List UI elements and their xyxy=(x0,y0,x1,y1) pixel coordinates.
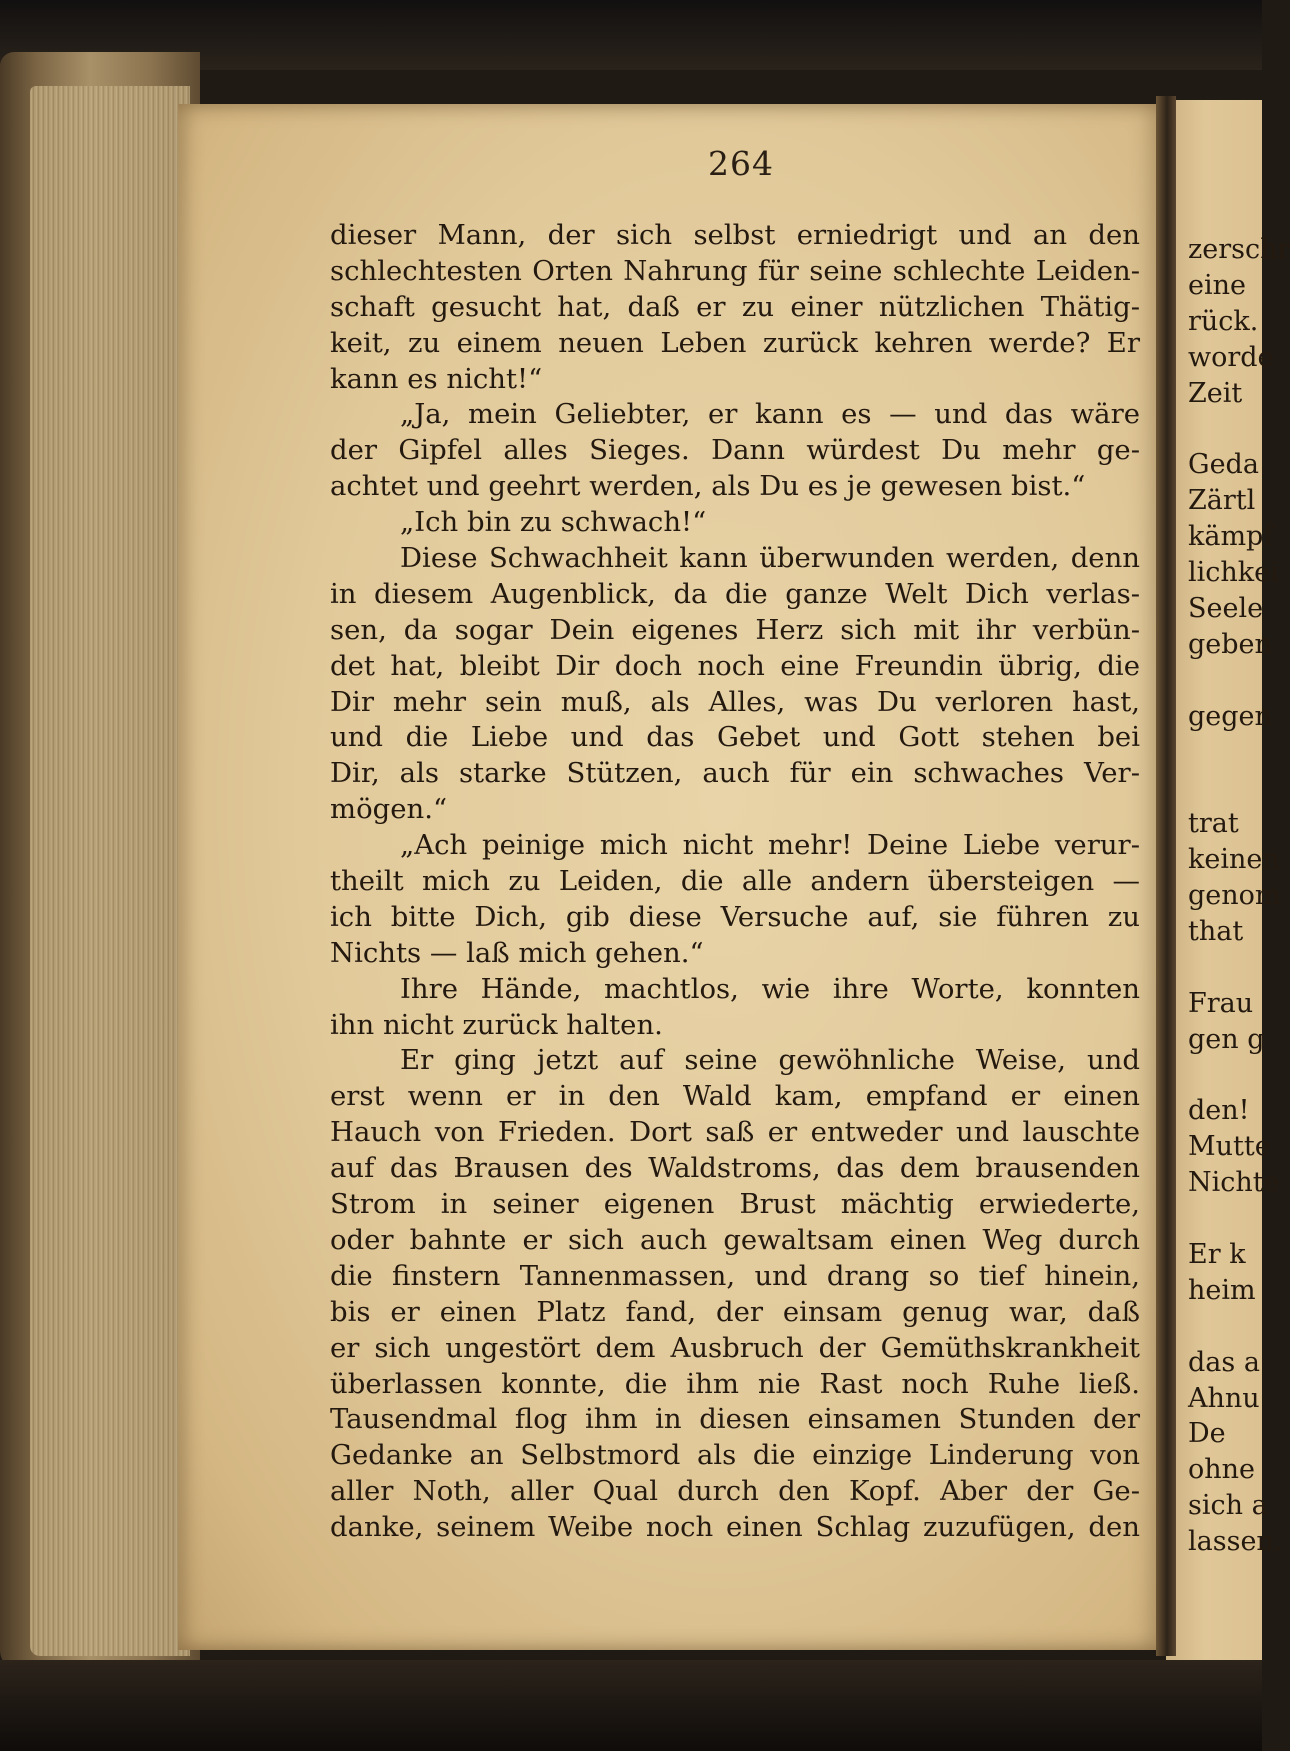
right-page-fragment: keinen xyxy=(1188,844,1280,876)
right-page-fragment: gen g xyxy=(1188,1023,1265,1055)
right-page-fragment: Nichte xyxy=(1188,1167,1280,1199)
text-line: Strom in seiner eigenen Brust mächtig erwiederte, xyxy=(330,1188,1140,1221)
background-bottom xyxy=(0,1660,1262,1751)
right-page-fragment: eine xyxy=(1188,269,1246,301)
text-line: Dir, als starke Stützen, auch für ein schwaches Ver- xyxy=(330,757,1140,790)
right-page-fragment: Geda xyxy=(1188,449,1259,481)
text-line: dieser Mann, der sich selbst erniedrigt und an den xyxy=(330,219,1140,251)
right-page-fragment: kämpf xyxy=(1188,521,1274,553)
text-line: schaft gesucht hat, daß er zu einer nützlichen Thätig- xyxy=(330,290,1140,323)
right-page-fragment: sich a xyxy=(1188,1490,1268,1522)
right-page-fragment: De xyxy=(1188,1418,1226,1450)
text-line: auf das Brausen des Waldstroms, das dem brausenden xyxy=(330,1152,1140,1185)
text-line: „Ach peinige mich nicht mehr! Deine Liebe verur- xyxy=(400,829,1140,862)
book-gutter xyxy=(1156,96,1176,1656)
text-line: Diese Schwachheit kann überwunden werden, denn xyxy=(400,542,1140,575)
text-line: achtet und geehrt werden, als Du es je gewesen bist.“ xyxy=(330,470,1086,503)
right-page-fragment: Er k xyxy=(1188,1238,1246,1270)
right-page-fragment: lichkei xyxy=(1188,557,1279,589)
right-page-fragment xyxy=(1188,770,1262,806)
text-line: er sich ungestört dem Ausbruch der Gemüthskrankheit xyxy=(330,1331,1140,1364)
right-page-fragment: das a xyxy=(1188,1346,1260,1378)
right-page-fragment: Mutte xyxy=(1188,1131,1271,1163)
right-page-fragment xyxy=(1188,411,1262,447)
right-page-fragment xyxy=(1188,1201,1262,1237)
text-line: det hat, bleibt Dir doch noch eine Freundin übrig, die xyxy=(330,649,1140,682)
right-page-fragment: Ahnu xyxy=(1188,1382,1260,1414)
text-line: danke, seinem Weibe noch einen Schlag zuzufügen, den xyxy=(330,1511,1140,1544)
text-line: oder bahnte er sich auch gewaltsam einen Weg durch xyxy=(330,1223,1140,1256)
right-page-fragment: Seele xyxy=(1188,592,1264,624)
right-page-fragment: geben xyxy=(1188,628,1272,660)
text-line: Tausendmal flog ihm in diesen einsamen Stunden der xyxy=(330,1403,1140,1436)
right-page-fragment: Zeit xyxy=(1188,377,1243,409)
right-page-fragment: den! xyxy=(1188,1095,1250,1127)
text-line: schlechtesten Orten Nahrung für seine schlechte Leiden- xyxy=(330,254,1140,287)
text-line: kann es nicht!“ xyxy=(330,362,543,395)
right-page-fragment xyxy=(1188,734,1262,770)
text-line: Ihre Hände, machtlos, wie ihre Worte, konnten xyxy=(400,972,1140,1005)
page-text xyxy=(330,218,1140,1546)
right-page-fragment: rück. xyxy=(1188,305,1259,337)
right-page-fragment: genom xyxy=(1188,880,1281,912)
right-page-fragment: gegen xyxy=(1188,700,1272,732)
right-page-fragment xyxy=(1188,950,1262,986)
text-line: und die Liebe und das Gebet und Gott stehen bei xyxy=(330,721,1140,754)
right-page-fragment xyxy=(1188,663,1262,699)
text-line: Nichts — laß mich gehen.“ xyxy=(330,936,704,969)
right-page-fragment: heim xyxy=(1188,1274,1256,1306)
text-line: die finstern Tannenmassen, und drang so tief hinein, xyxy=(330,1259,1140,1292)
text-line: „Ja, mein Geliebter, er kann es — und das wäre xyxy=(400,398,1140,431)
text-line: Dir mehr sein muß, als Alles, was Du verloren hast, xyxy=(330,685,1140,718)
text-line: Er ging jetzt auf seine gewöhnliche Weise, und xyxy=(400,1044,1140,1077)
text-line: Hauch von Frieden. Dort saß er entweder und lauschte xyxy=(330,1116,1140,1149)
text-line: erst wenn er in den Wald kam, empfand er einen xyxy=(330,1080,1140,1113)
text-line: sen, da sogar Dein eigenes Herz sich mit ihr verbün- xyxy=(330,613,1140,646)
text-line: aller Noth, aller Qual durch den Kopf. Aber der Ge- xyxy=(330,1475,1140,1508)
text-line: ihn nicht zurück halten. xyxy=(330,1008,663,1041)
right-page-fragment xyxy=(1188,1309,1262,1345)
text-line: mögen.“ xyxy=(330,793,448,826)
right-page-fragment: lassen. xyxy=(1188,1526,1283,1558)
text-line: überlassen konnte, die ihm nie Rast noch Ruhe ließ. xyxy=(330,1367,1140,1400)
text-line: keit, zu einem neuen Leben zurück kehren werde? Er xyxy=(330,326,1140,359)
text-line: theilt mich zu Leiden, die alle andern übersteigen — xyxy=(330,865,1140,898)
right-page-fragment: trat xyxy=(1188,808,1239,840)
right-page-fragment: worde xyxy=(1188,341,1274,373)
text-line: ich bitte Dich, gib diese Versuche auf, sie führen zu xyxy=(330,900,1140,933)
right-page-fragment: Frau xyxy=(1188,987,1254,1019)
text-line: bis er einen Platz fand, der einsam genug war, daß xyxy=(330,1295,1140,1328)
page-edges xyxy=(30,86,190,1656)
text-line: der Gipfel alles Sieges. Dann würdest Du mehr ge- xyxy=(330,434,1140,467)
right-page-fragment: ohne xyxy=(1188,1454,1256,1486)
right-page-fragment: that xyxy=(1188,915,1244,947)
right-page-fragment: zerschr xyxy=(1188,234,1290,265)
text-line: in diesem Augenblick, da die ganze Welt Dich verlas- xyxy=(330,577,1140,610)
right-page-text-fragments xyxy=(1188,232,1290,1560)
page-number: 264 xyxy=(708,144,774,183)
text-line: Gedanke an Selbstmord als die einzige Linderung von xyxy=(330,1439,1140,1472)
text-line: „Ich bin zu schwach!“ xyxy=(400,506,707,539)
right-page-fragment: Zärtl xyxy=(1188,485,1256,517)
right-page-fragment xyxy=(1188,1057,1262,1093)
